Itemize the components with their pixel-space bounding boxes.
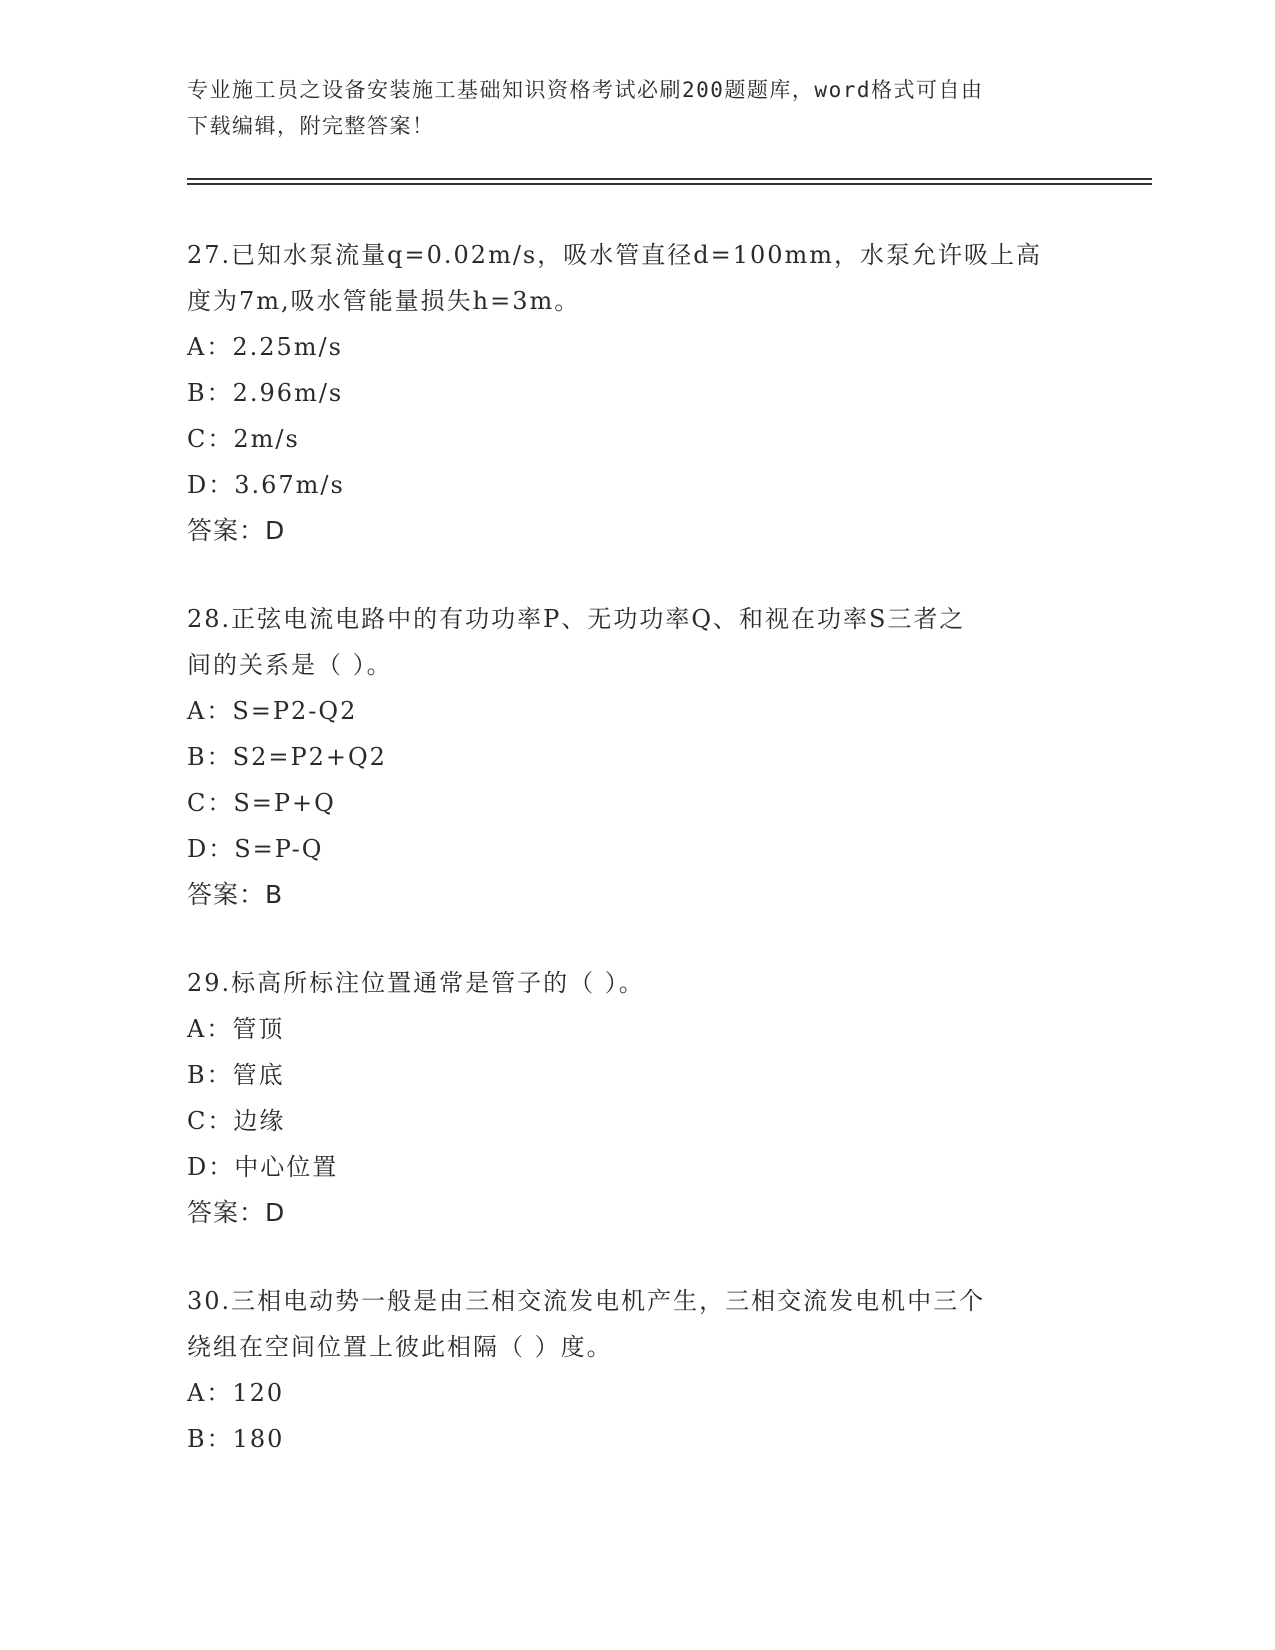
- option-a: A：2.25m/s: [187, 333, 343, 361]
- option-c: C：边缘: [187, 1107, 286, 1135]
- question-stem: [187, 1278, 1087, 1370]
- question-stem: [187, 960, 1087, 1006]
- question-stem-line-1: 30.三相电动势一般是由三相交流发电机产生，三相交流发电机中三个: [187, 1287, 986, 1315]
- document-header: [187, 72, 1087, 144]
- header-divider-bottom: [187, 183, 1152, 185]
- option-b: B：S2=P2+Q2: [187, 743, 387, 771]
- question-stem-line-1: 28.正弦电流电路中的有功功率P、无功功率Q、和视在功率S三者之: [187, 605, 966, 633]
- option-d: D：中心位置: [187, 1153, 339, 1181]
- option-b: B：180: [187, 1425, 285, 1453]
- option-b: B：管底: [187, 1061, 285, 1089]
- header-line-2: 下载编辑，附完整答案！: [187, 114, 435, 138]
- question-stem-line-2: 度为7m,吸水管能量损失h=3m。: [187, 287, 581, 315]
- option-a: A：S=P2-Q2: [187, 697, 358, 725]
- question-stem-line-2: 绕组在空间位置上彼此相隔（ ）度。: [187, 1333, 613, 1361]
- question-stem: [187, 596, 1087, 688]
- answer: 答案：B: [187, 880, 284, 909]
- question-29: [187, 960, 1087, 1236]
- option-a: A：120: [187, 1379, 285, 1407]
- header-divider-top: [187, 178, 1152, 180]
- question-27: [187, 232, 1087, 554]
- question-stem-line-1: 27.已知水泵流量q=0.02m/s，吸水管直径d=100mm，水泵允许吸上高: [187, 241, 1043, 269]
- option-d: D：S=P-Q: [187, 835, 324, 863]
- question-30: [187, 1278, 1087, 1462]
- option-a: A：管顶: [187, 1015, 285, 1043]
- option-c: C：2m/s: [187, 425, 300, 453]
- question-stem: [187, 232, 1087, 324]
- answer: 答案：D: [187, 1198, 286, 1227]
- option-c: C：S=P+Q: [187, 789, 336, 817]
- question-stem-line-2: 间的关系是（ ）。: [187, 651, 393, 679]
- option-b: B：2.96m/s: [187, 379, 344, 407]
- question-28: [187, 596, 1087, 918]
- question-list: [187, 232, 1087, 1504]
- header-line-1: 专业施工员之设备安装施工基础知识资格考试必刷200题题库，word格式可自由: [187, 78, 984, 102]
- question-stem-line-1: 29.标高所标注位置通常是管子的（ ）。: [187, 969, 645, 997]
- answer: 答案：D: [187, 516, 286, 545]
- option-d: D：3.67m/s: [187, 471, 345, 499]
